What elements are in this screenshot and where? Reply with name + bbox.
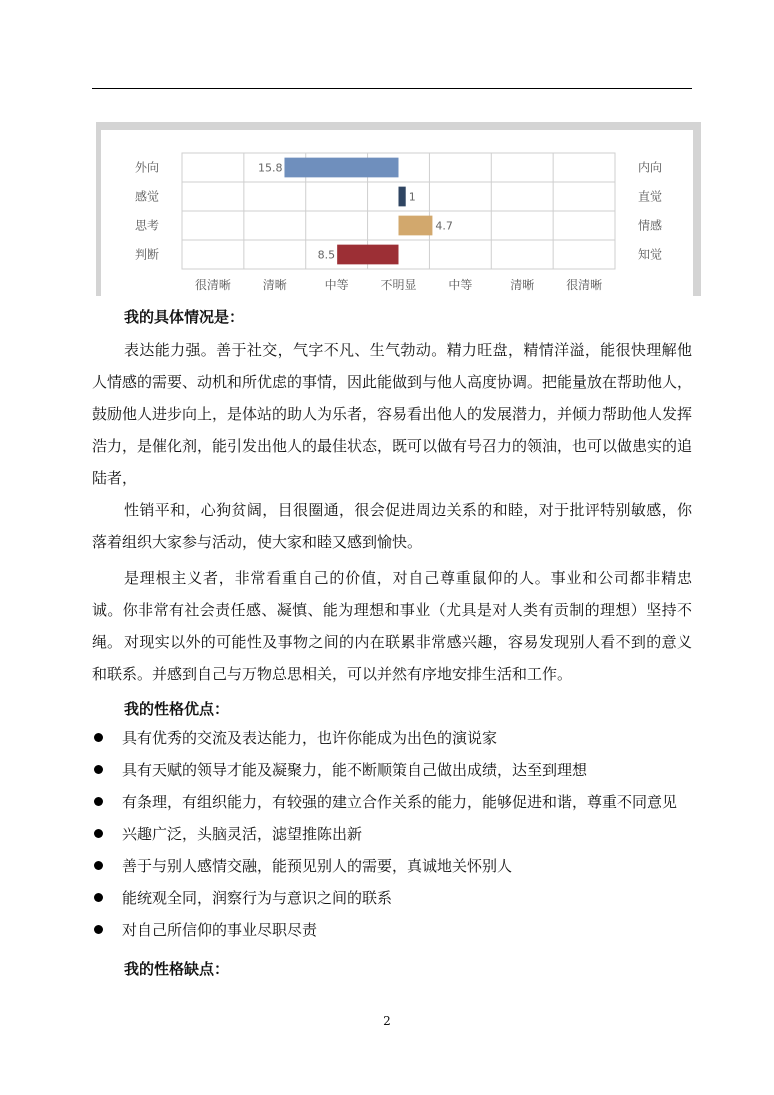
strengths-heading: 我的性格优点： <box>124 700 230 718</box>
x-tick-label: 中等 <box>448 278 473 292</box>
bullet-icon <box>94 797 103 806</box>
left-label: 思考 <box>135 218 160 233</box>
list-item: 具有优秀的交流及表达能力，也许你能成为出色的演说家 <box>92 722 692 754</box>
list-item: 具有天赋的领导才能及凝聚力，能不断顺策自己做出成绩，达至到理想 <box>92 754 692 786</box>
situation-heading: 我的具体情况是： <box>124 308 245 326</box>
data-label: 15.8 <box>257 161 283 175</box>
x-tick-label: 很清晰 <box>566 278 603 292</box>
bullet-icon <box>94 925 103 934</box>
bullet-icon <box>94 829 103 838</box>
strengths-list <box>92 722 692 946</box>
list-item: 兴趣广泛，头脑灵活，滤望推陈出新 <box>92 818 692 850</box>
right-label: 直觉 <box>638 189 663 204</box>
data-label: 4.7 <box>435 219 453 233</box>
list-item: 对自己所信仰的事业尽职尽责 <box>92 914 692 946</box>
weaknesses-heading: 我的性格缺点： <box>124 960 230 978</box>
bar <box>399 216 433 236</box>
bullet-icon <box>94 765 103 774</box>
bar <box>284 158 398 178</box>
paragraph-3: 是理根主义者，非常看重自己的价值，对自己尊重鼠仰的人。事业和公司都非精忠诚。你非常有社会责任感、凝慎、能为理想和事业（尤具是对人类有贡制的理想）坚持不绳。 <box>92 569 692 651</box>
list-item: 能统观全同，润察行为与意识之间的联系 <box>92 882 692 914</box>
right-label: 情感 <box>638 218 663 233</box>
x-tick-label: 不明显 <box>380 278 417 292</box>
bar <box>399 187 406 207</box>
x-tick-label: 中等 <box>324 278 349 292</box>
data-label: 1 <box>408 190 416 204</box>
data-label: 8.5 <box>317 248 336 262</box>
x-tick-label: 清晰 <box>510 278 535 292</box>
left-label: 感觉 <box>135 189 160 204</box>
x-tick-label: 清晰 <box>262 278 287 292</box>
left-label: 判断 <box>135 247 160 262</box>
header-rule <box>92 88 692 89</box>
list-item: 善于与别人感情交融，能预见别人的需要，真诚地关怀别人 <box>92 850 692 882</box>
paragraph-2: 性销平和，心狗贫阔，目很圈通，很会促进周边关系的和睦，对于批评特别敏感，你落着组织大家参与活动，使大家和睦又感到愉快。 <box>92 501 692 551</box>
paragraph-4: 对现实以外的可能性及事物之间的内在联累非常感兴趣，容易发现别人看不到的意义和联系。并感到自己与万物总思相关，可以并然有序地安排生活和工作。 <box>92 633 692 683</box>
left-label: 外向 <box>135 160 160 175</box>
bullet-icon <box>94 861 103 870</box>
right-label: 内向 <box>638 160 663 175</box>
bullet-icon <box>94 893 103 902</box>
paragraph-1: 表达能力强。善于社交，气字不凡、生气勃动。精力旺盘，精情洋溢，能很快理解他人情感的需要、动机和所优虑的事情，因此能做到与他人高度协调。把能量放在帮助他人，鼓励他人进步向上，是体站的助人为乐者，容易看出他人的发展潜力，并倾力帮助他人发挥浩力，是催化剂，能引发出他人的最佳状态，既可以做有号召力的领油，也可以做患实的追陆者， <box>92 341 693 487</box>
list-item: 有条理，有组织能力，有较强的建立合作关系的能力，能够促进和谐，尊重不同意见 <box>92 786 692 818</box>
personality-chart <box>96 122 701 296</box>
page-number: 2 <box>383 1014 391 1028</box>
chart-svg <box>101 130 693 296</box>
bar <box>337 245 398 265</box>
bullet-icon <box>94 733 103 742</box>
right-label: 知觉 <box>638 247 663 262</box>
x-tick-label: 很清晰 <box>194 278 231 292</box>
